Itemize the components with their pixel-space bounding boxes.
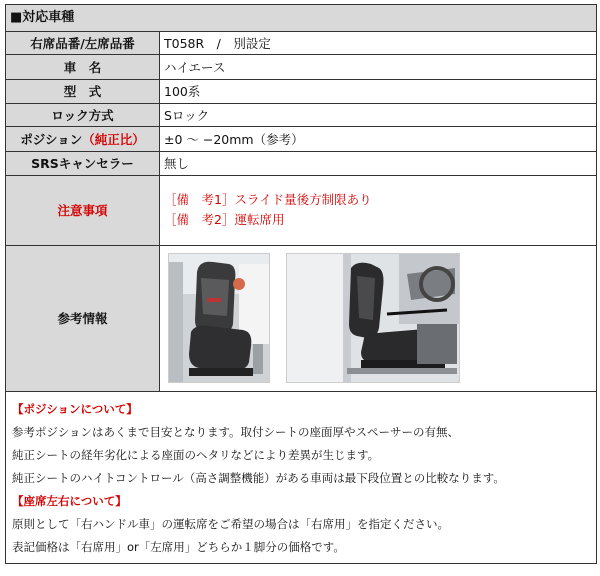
value-ref [160,245,597,391]
label-caution: 注意事項 [6,175,160,245]
value-lock: Sロック [160,103,597,126]
label-position-main: ポジション [20,131,83,147]
label-ref: 参考情報 [6,245,160,391]
row-caution [6,175,596,245]
row-srs [6,151,596,175]
section-title: ■対応車種 [6,5,596,32]
position-notes-heading: 【ポジションについて】 [12,401,138,416]
value-srs: 無し [160,151,597,175]
row-part-no [6,32,596,54]
seat-photo-side [286,253,460,383]
value-model: 100系 [160,79,597,103]
seat-note-1: 原則として「右ハンドル車」の運転席をご希望の場合は「右席用」を指定ください。 [12,516,449,531]
position-note-2: 純正シートの経年劣化による座面のヘタリなどにより差異が生じます。 [12,447,380,462]
row-lock [6,103,596,126]
row-car-name [6,54,596,79]
row-model [6,79,596,103]
label-car-name: 車 名 [6,54,160,79]
spec-table [6,32,596,392]
value-car-name: ハイエース [160,54,597,79]
spec-sheet [5,4,597,564]
label-position [6,126,160,151]
label-model: 型 式 [6,79,160,103]
seat-front-illustration [169,254,269,382]
notes-section [6,392,596,563]
label-srs: SRSキャンセラー [6,151,160,175]
value-position: ±0 〜 −20mm（参考） [160,126,597,151]
photo-strip [164,253,592,383]
value-part-no: T058R / 別設定 [160,32,597,54]
caution-line-1: ［備 考1］スライド量後方制限あり [164,192,372,207]
label-position-accent: （純正比） [82,131,145,147]
value-caution [160,175,597,245]
position-note-1: 参考ポジションはあくまで目安となります。取付シートの座面厚やスペーサーの有無、 [12,424,460,439]
caution-line-2: ［備 考2］運転席用 [164,212,285,227]
seat-notes-heading: 【座席左右について】 [12,493,127,508]
position-note-3: 純正シートのハイトコントロール（高さ調整機能）がある車両は最下段位置との比較なります。 [12,470,505,485]
label-lock: ロック方式 [6,103,160,126]
seat-note-2: 表記価格は「右席用」or「左席用」どちらか１脚分の価格です。 [12,539,345,554]
row-position [6,126,596,151]
row-ref [6,245,596,391]
seat-photo-front [168,253,270,383]
seat-side-illustration [287,254,459,382]
label-part-no: 右席品番/左席品番 [6,32,160,54]
